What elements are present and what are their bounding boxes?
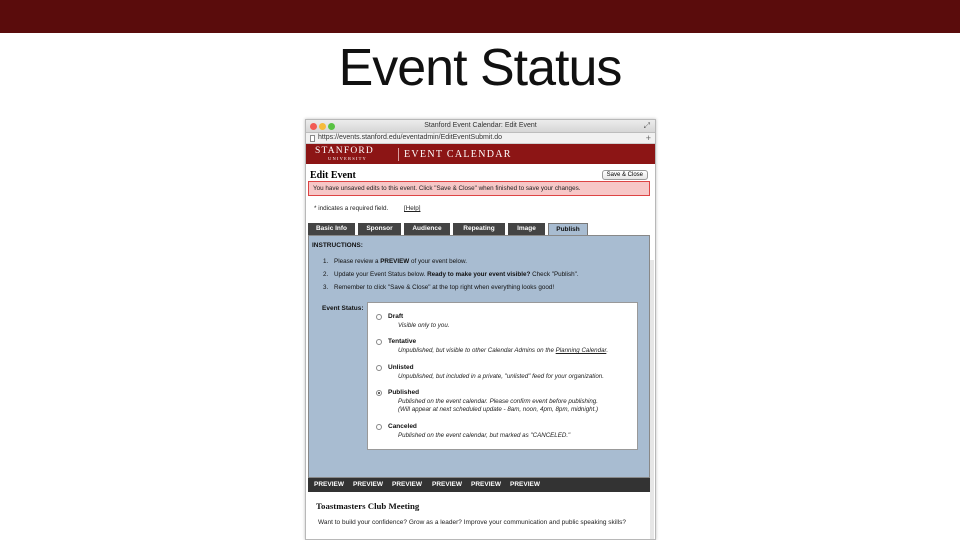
event-status-label: Event Status: — [322, 305, 364, 312]
help-link[interactable]: [Help] — [404, 205, 421, 212]
url-text[interactable]: https://events.stanford.edu/eventadmin/EditEventSubmit.do — [318, 134, 503, 141]
radio-unlisted[interactable] — [376, 365, 382, 371]
event-calendar-title[interactable]: EVENT CALENDAR — [404, 149, 512, 160]
slide-title: Event Status — [338, 39, 622, 97]
window-titlebar — [306, 120, 655, 133]
tab-audience[interactable]: Audience — [404, 223, 450, 235]
preview-label: PREVIEW — [392, 481, 422, 488]
radio-published[interactable] — [376, 390, 382, 396]
new-tab-icon[interactable]: + — [645, 133, 651, 143]
preview-label: PREVIEW — [471, 481, 501, 488]
instructions-title: INSTRUCTIONS: — [312, 242, 363, 249]
instruction-step: 2. Update your Event Status below. Ready to make your event visible? Check "Publish". — [323, 271, 579, 278]
planning-calendar-link[interactable]: Planning Calendar — [555, 347, 607, 354]
event-description: Want to build your confidence? Grow as a leader? Improve your communication and public speaking skills? — [318, 519, 626, 526]
tab-basic-info[interactable]: Basic Info — [308, 223, 355, 235]
tab-image[interactable]: Image — [508, 223, 545, 235]
window-title: Stanford Event Calendar: Edit Event — [424, 122, 537, 129]
radio-tentative[interactable] — [376, 339, 382, 345]
radio-canceled[interactable] — [376, 424, 382, 430]
preview-label: PREVIEW — [353, 481, 383, 488]
address-bar[interactable] — [306, 133, 655, 144]
instruction-step: 1. Please review a PREVIEW of your event below. — [323, 258, 468, 265]
unsaved-edits-alert: You have unsaved edits to this event. Click "Save & Close" when finished to save your changes. — [308, 181, 650, 196]
fullscreen-icon[interactable]: ⤢ — [643, 121, 650, 130]
preview-label: PREVIEW — [432, 481, 462, 488]
instruction-step: 3. Remember to click "Save & Close" at the top right when everything looks good! — [323, 284, 555, 291]
tab-sponsor[interactable]: Sponsor — [358, 223, 401, 235]
browser-window — [305, 119, 656, 540]
stanford-logo[interactable]: STANFORD — [315, 146, 374, 156]
page-icon — [310, 135, 315, 142]
save-close-button[interactable]: Save & Close — [602, 170, 648, 180]
banner-divider — [398, 148, 399, 161]
stanford-banner — [306, 144, 655, 164]
top-banner-bar — [0, 0, 960, 33]
preview-bar — [308, 478, 650, 492]
preview-label: PREVIEW — [314, 481, 344, 488]
event-status-options: Draft Visible only to you. Tentative Unpublished, but visible to other Calendar Admins on the Planning Calendar. Unlisted Unpublished, but included in a private, "unlisted" feed for your organization. Published Published on the event calendar. Please confirm event before publishing. (Will appear at next scheduled update - 8am, noon, 4pm, 8pm, midnight.) Canceled Published on the event calendar, but marked as "CANCELED." — [367, 302, 638, 450]
tab-repeating[interactable]: Repeating — [453, 223, 505, 235]
required-field-note: * indicates a required field. — [314, 205, 389, 212]
publish-panel — [308, 235, 650, 478]
tab-publish[interactable]: Publish — [548, 223, 588, 235]
edit-event-heading: Edit Event — [310, 170, 356, 181]
preview-label: PREVIEW — [510, 481, 540, 488]
event-title: Toastmasters Club Meeting — [316, 501, 420, 511]
radio-draft[interactable] — [376, 314, 382, 320]
stanford-logo-sub: UNIVERSITY — [328, 156, 367, 161]
page-scrollbar[interactable] — [650, 260, 654, 540]
